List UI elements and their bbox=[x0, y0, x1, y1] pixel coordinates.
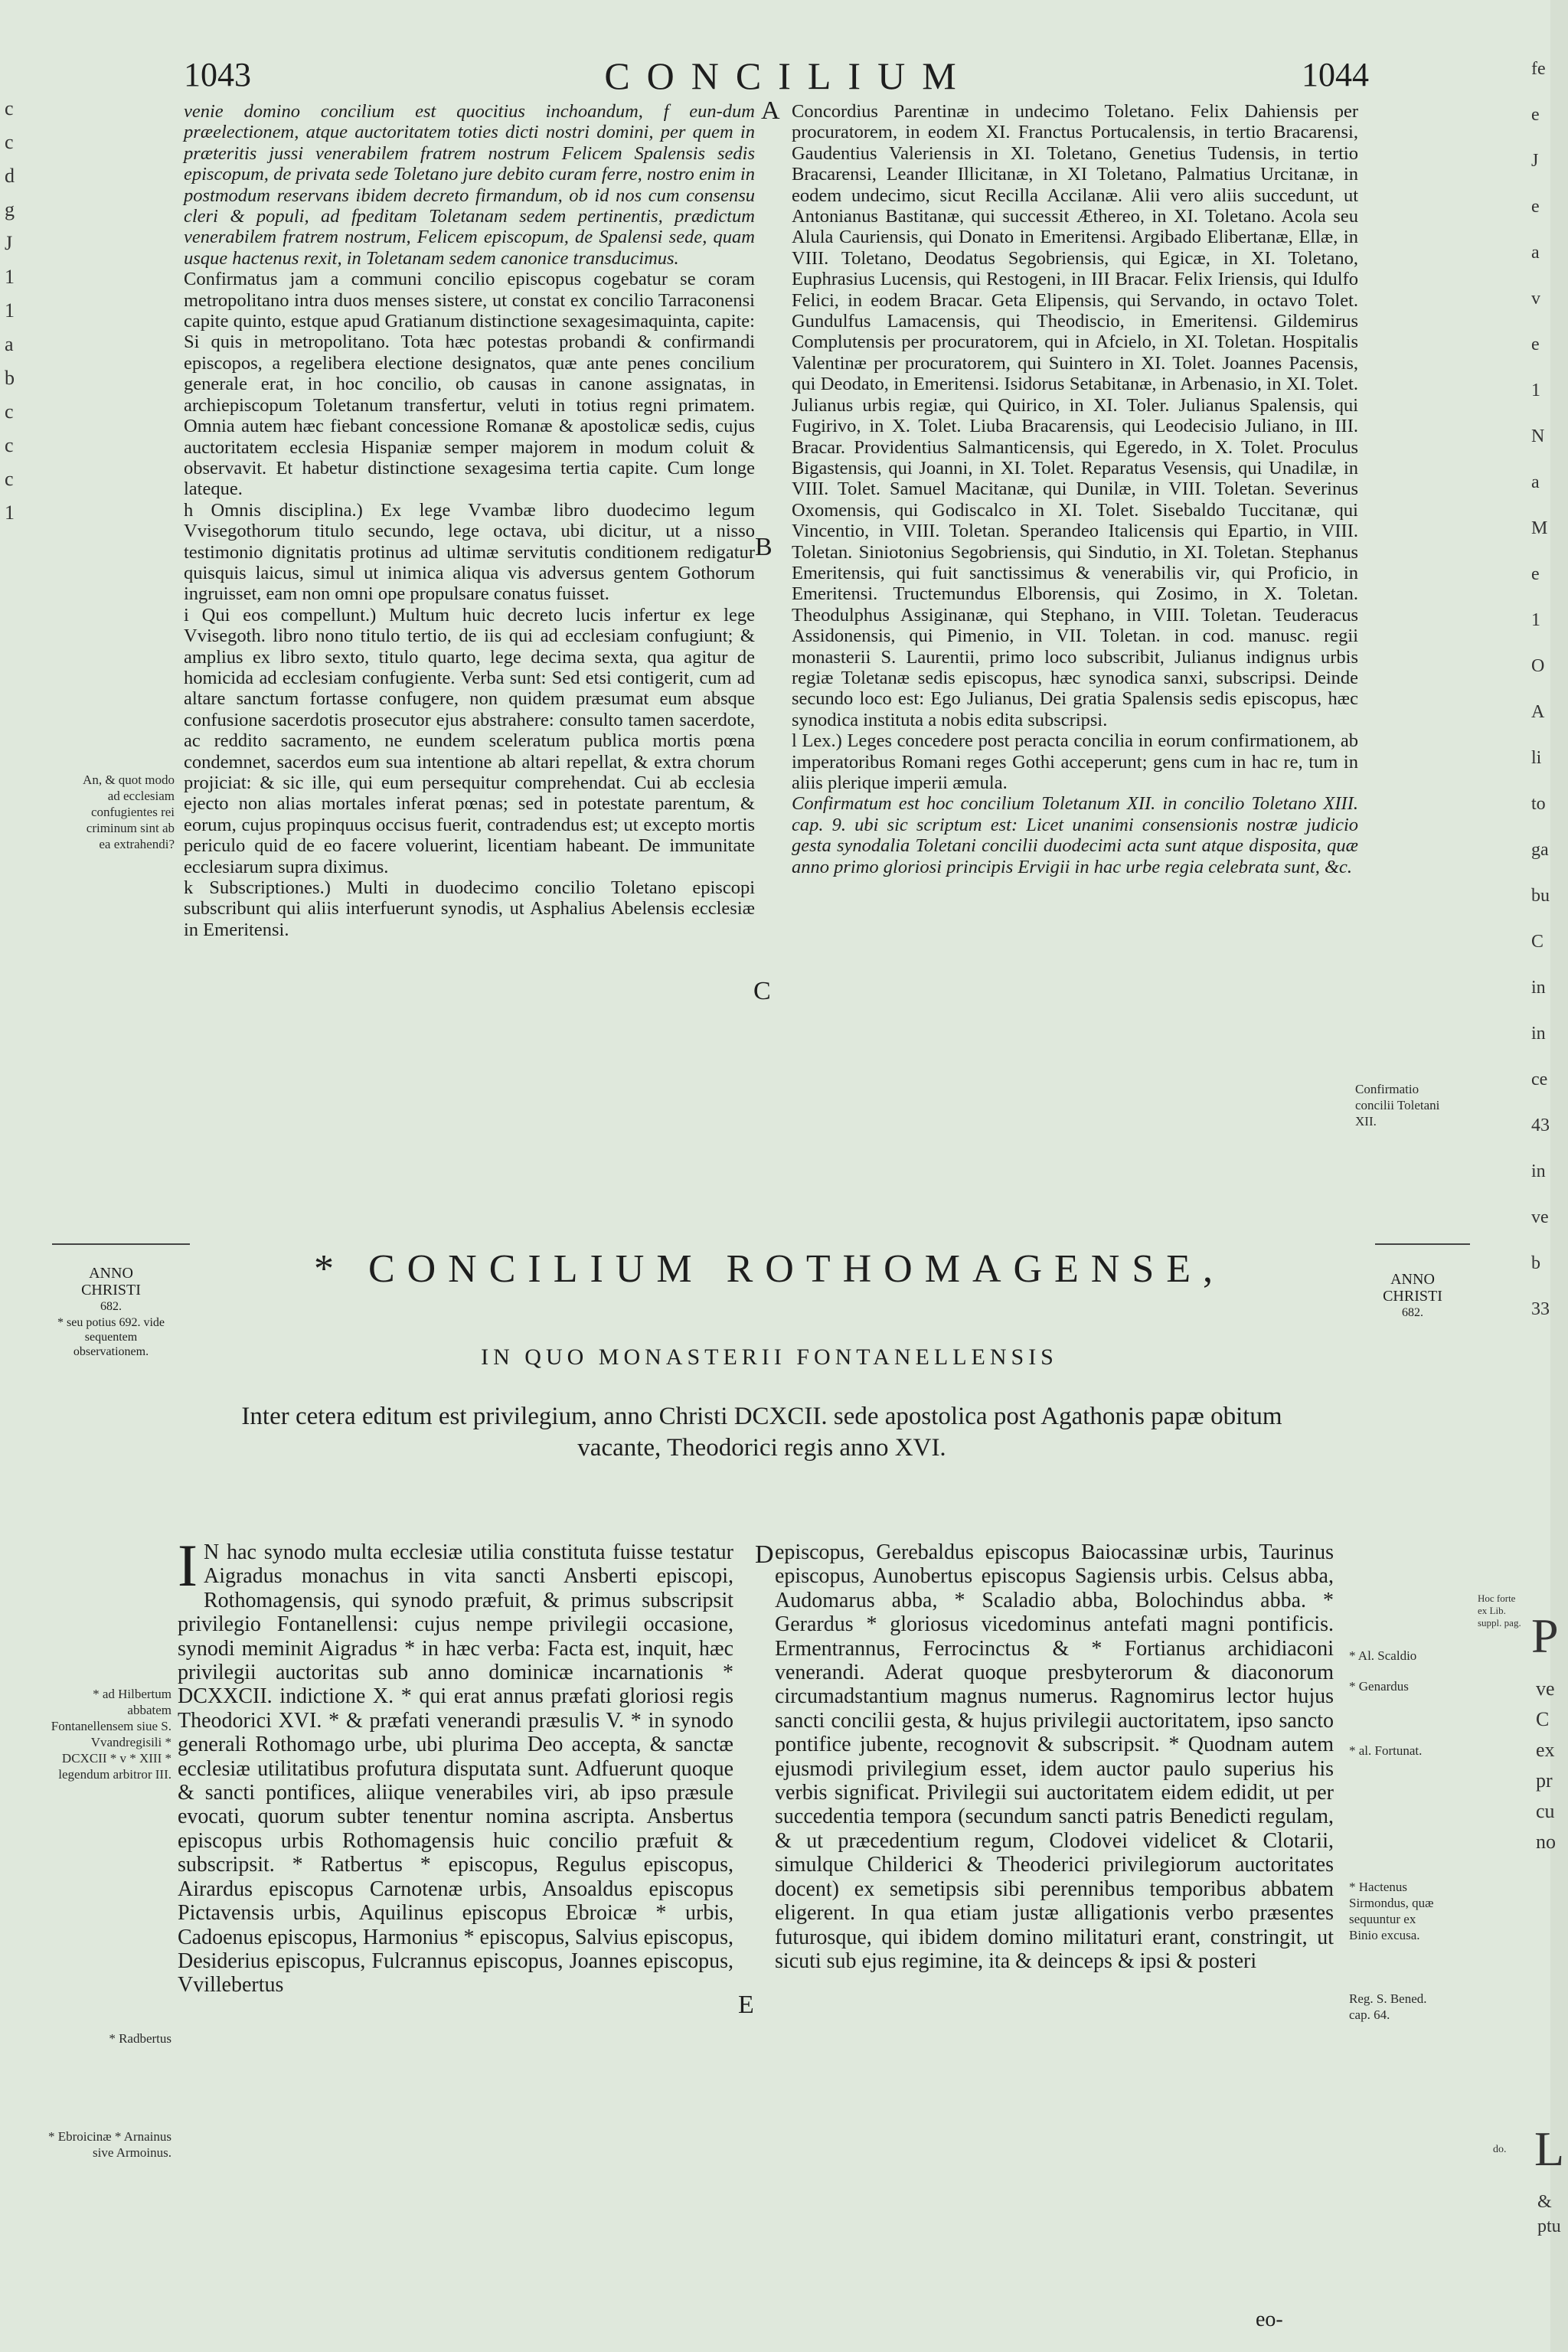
bleed-glyph: e bbox=[1531, 197, 1540, 217]
bleed-glyph: ex bbox=[1536, 1739, 1555, 1761]
bleed-glyph: bu bbox=[1531, 886, 1550, 906]
anno-year: 682. bbox=[100, 1300, 122, 1313]
bleed-glyph: cu bbox=[1536, 1800, 1555, 1822]
bleed-glyph: 1 bbox=[1531, 381, 1540, 400]
bleed-glyph: c bbox=[5, 131, 14, 153]
bleed-glyph: N bbox=[1531, 426, 1545, 446]
margin-note: Reg. S. Bened. cap. 64. bbox=[1349, 1991, 1427, 2022]
section-letter: E bbox=[738, 1991, 754, 2019]
margin-note: * Al. Scaldio bbox=[1349, 1648, 1417, 1663]
bleed-glyph: 1 bbox=[5, 501, 15, 524]
bleed-glyph: e bbox=[1531, 335, 1540, 354]
running-title: CONCILIUM bbox=[604, 54, 973, 97]
body-text: episcopus, Gerebaldus episcopus Baiocassinæ urbis, Taurinus episcopus, Aunobertus episcopus Sagiensis urbis. Celsus abba, Audomarus abba, * Scaladio abba, Bolochindus abba. * Gerardus * gloriosus vicedominus antefati magni pontificis. Ermentrannus, Ferrocinctus & * Fortianus archidiaconi venerandi. Aderat quoque presbyterorum & diaconorum circumadstantium magnus numerus. Ragnomirus lector hujus sancti concilii gesta, & hujus privilegii auctoritatem, ipso sancto pontifice jubente, recognovit & subscripsit. * Quodnam autem ejusmodi privilegium esset, idem auctor paulo superius his verbis significat. Privilegii sui auctoritatem eidem edidit, ut per succedentia tempora (secundum sancti patris Benedicti regulam, & ut præcedentium regum, Clodovei videlicet & Clotarii, simulque Childerici & Theoderici privilegiorum auctoritates docent) ex semetipsis sibi perennibus temporibus abbatem eligerent. In qua etiam justæ alligationis verbo præsentes futurosque, qui ibidem domino militaturi erant, constringit, ut sicuti sub ejus regimine, ita & deinceps & ipsi & posteri bbox=[775, 1540, 1334, 1973]
bleed-glyph: fe bbox=[1531, 59, 1546, 79]
lower-left-column bbox=[178, 1532, 733, 1998]
bleed-glyph: b bbox=[1531, 1253, 1540, 1273]
bleed-glyph: 1 bbox=[5, 266, 15, 288]
margin-note: * Genardus bbox=[1349, 1679, 1409, 1694]
bleed-glyph: J bbox=[5, 232, 13, 254]
paragraph: i Qui eos compellunt.) Multum huic decreto lucis infertur ex lege Vvisegoth. libro nono titulo tertio, de iis qui ad ecclesiam confugiunt; & amplius ex libro sexto, titulo quarto, lege decima sexta, qua agitur de homicida ad ecclesiam confugiente. Verba sunt: Sed etsi contigerit, cum ad altare sanctum fortasse confugere, non quidem præsumat eum absque confusione sacerdotis prosecutor ejus abstrahere: consulto tamen sacerdote, ac reddito sacramento, ne eundem sceleratum publica mortis pœna condemnet, sacerdos eum sua intentione ab altari repellat, & extra chorum projiciat: & sic ille, qui eum persequitur comprehendat. Cui ab ecclesia ejecto non alias mortales inferat pœnas; sed in potestate parentum, & eorum, cujus propinquus occisus fuerit, contradendus est; ut excepto mortis periculo quid de eo facere voluerint, licentiam habeant. De immunitate ecclesiarum supra diximus. bbox=[184, 604, 755, 877]
paragraph: venie domino concilium est quocitius inchoandum, f eun-dum præelectionem, atque auctoritatem toties dicti nostri domini, per quem in præteritis jussi venerabilem fratrem nostrum Felicem Spalensis sedis episcopum, de privata sede Toletano jure debito curam ferre, nostro enim in postmodum reservans ibidem decreto firmandum, ob id nos cum consensu cleri & populi, ad fpeditam Toletanam sedem pertinentis, prædictum venerabilem fratrem nostrum, Felicem episcopum, de Spalensi sede, quam usque hactenus rexit, in Toletanam sedem canonice transducimus. bbox=[184, 101, 755, 269]
anno-christi-right bbox=[1363, 1271, 1462, 1321]
bleed-glyph: e bbox=[1531, 105, 1540, 125]
bleed-glyph: J bbox=[1531, 151, 1539, 171]
bleed-glyph: 43 bbox=[1531, 1116, 1550, 1135]
bleed-through-right-bottom bbox=[1537, 2190, 1568, 2239]
bleed-glyph: in bbox=[1531, 1161, 1546, 1181]
bleed-glyph: a bbox=[1531, 472, 1540, 492]
bleed-through-right-lower bbox=[1536, 1674, 1566, 1857]
paragraph: Confirmatum est hoc concilium Toletanum XII. in concilio Toletano XIII. cap. 9. ubi sic scriptum est: Licet unanimi consensionis nostræ judicio gesta synodalia Toletani concilii duodecimi acta sunt atque disposita, quæ anno primo gloriosi principis Ervigii in hac urbe regia celebrata sunt, &c. bbox=[792, 793, 1358, 877]
council-title: * CONCILIUM ROTHOMAGENSE, bbox=[313, 1247, 1226, 1291]
bleed-glyph: ve bbox=[1531, 1207, 1549, 1227]
bleed-glyph: c bbox=[5, 434, 14, 456]
margin-note: Confirmatio concilii Toletani XII. bbox=[1355, 1082, 1440, 1129]
bleed-glyph: 1 bbox=[1531, 610, 1540, 630]
anno-christi-left bbox=[54, 1265, 168, 1359]
bleed-glyph: C bbox=[1531, 932, 1544, 952]
bleed-glyph: v bbox=[1531, 289, 1540, 309]
upper-left-column bbox=[184, 101, 755, 940]
anno-year: 682. bbox=[1402, 1306, 1423, 1319]
bleed-glyph: ga bbox=[1531, 840, 1549, 860]
lower-right-column bbox=[775, 1540, 1334, 1973]
bleed-glyph: b bbox=[5, 367, 15, 389]
margin-note: * Radbertus bbox=[109, 2031, 172, 2046]
bleed-glyph: li bbox=[1531, 748, 1542, 768]
page-number-right: 1044 bbox=[1302, 56, 1369, 93]
margin-note: * ad Hilbertum abbatem Fontanellensem siue S. Vvandregisili * DCXCII * v * XIII * legendum arbitror III. bbox=[51, 1687, 172, 1782]
bleed-big-letter: P bbox=[1531, 1609, 1559, 1663]
margin-note: * Ebroicinæ * Arnainus sive Armoinus. bbox=[47, 2129, 172, 2160]
bleed-glyph: g bbox=[5, 198, 15, 220]
bleed-glyph: 1 bbox=[5, 299, 15, 322]
section-letter: C bbox=[753, 977, 771, 1005]
bleed-through-left bbox=[5, 92, 20, 530]
paragraph: l Lex.) Leges concedere post peracta concilia in eorum confirmationem, ab imperatoribus Romani reges Gothi acceperunt; gens cum in hac re, tum in aliis plerique imperii æmula. bbox=[792, 730, 1358, 793]
christi-label: CHRISTI bbox=[81, 1282, 141, 1298]
bleed-glyph: c bbox=[5, 400, 14, 423]
bleed-glyph: e bbox=[1531, 564, 1540, 584]
bleed-small: do. bbox=[1493, 2144, 1507, 2155]
bleed-glyph: no bbox=[1536, 1831, 1556, 1853]
bleed-glyph: ce bbox=[1531, 1070, 1548, 1089]
council-subtitle: IN QUO MONASTERII FONTANELLENSIS bbox=[481, 1344, 1058, 1370]
bleed-glyph: in bbox=[1531, 978, 1546, 998]
section-letter: B bbox=[755, 533, 773, 561]
bleed-glyph: c bbox=[5, 468, 14, 490]
catchword: eo- bbox=[1256, 2308, 1283, 2331]
anno-note: * seu potius 692. vide sequentem observationem. bbox=[57, 1316, 165, 1358]
bleed-glyph: c bbox=[5, 97, 14, 119]
bleed-big-letter: L bbox=[1534, 2122, 1565, 2176]
bleed-note: Hoc forte ex Lib. suppl. pag. bbox=[1478, 1592, 1521, 1628]
christi-label: CHRISTI bbox=[1383, 1288, 1442, 1305]
bleed-glyph: d bbox=[5, 165, 15, 187]
paragraph: Confirmatus jam a communi concilio episcopus cogebatur se coram metropolitano intra duos menses sistere, ut constat ex concilio Tarraconensi capite quinto, estque apud Gratianum distinctione sexagesimaquinta, capite: Si quis in metropolitano. Tota hæc potestas probandi & confirmandi episcopos, a regelibera electione designatos, quæ ante penes concilium generale erat, in hoc concilio, ob causas in canone assignatas, in archiepiscopum Toletanum transfertur, veluti in totius regni primatem. Omnia autem hæc fiebant concessione Romanæ & apostolicæ sedis, cujus auctoritatem ecclesia Hispaniæ semper majorem in modum coluit & observavit. Et habetur distinctione sexagesima tertia capite. Cum longe lateque. bbox=[184, 269, 755, 500]
paragraph: k Subscriptiones.) Multi in duodecimo concilio Toletano episcopi subscribunt qui aliis interfuerunt synodis, ut Asphalius Abelensis ecclesiæ in Emeritensi. bbox=[184, 877, 755, 940]
bleed-glyph: in bbox=[1531, 1024, 1546, 1044]
bleed-glyph: O bbox=[1531, 656, 1545, 676]
bleed-glyph: M bbox=[1531, 518, 1548, 538]
bleed-glyph: & bbox=[1537, 2192, 1552, 2212]
section-letter: D bbox=[755, 1540, 774, 1569]
drop-cap: I bbox=[178, 1532, 198, 1599]
bleed-through-right bbox=[1531, 46, 1562, 1332]
body-text: N hac synodo multa ecclesiæ utilia constituta fuisse testatur Aigradus monachus in vita sancti Ansberti episcopi, Rothomagensis, qui synodo præfuit, & primus subscripsit privilegio Fontanellensi: cujus nempe privilegii occasione, synodi meminit Aigradus * in hæc verba: Facta est, inquit, hæc privilegii auctoritas sub anno dominicæ incarnationis * DCXXCII. indictione X. * qui erat annus præfati gloriosi regis Theodorici XVI. * & præfati venerandi præsulis V. * in synodo generali Rothomago urbe, ubi plurima Deo accepta, & sanctæ ecclesiæ utilitatibus profutura disputata sunt. Adfuerunt quoque & sancti pontifices, aliique venerabiles viri, ab ipso præsule evocati, quorum subter tenentur nomina ascripta. Ansbertus episcopus urbis Rothomagensis huic concilio præfuit & subscripsit. * Ratbertus * episcopus, Regulus episcopus, Airardus episcopus Carnotenæ urbis, Ansoaldus episcopus Pictavensis urbis, Aquilinus episcopus Ebroicæ * urbis, Cadoenus episcopus, Harmonius * episcopus, Salvius episcopus, Desiderius episcopus, Fulcrannus episcopus, Joannes episcopus, Vvillebertus bbox=[178, 1540, 733, 1998]
council-description: Inter cetera editum est privilegium, anno Christi DCXCII. sede apostolica post Agathonis papæ obitum vacante, Theodorici regis anno XVI. bbox=[241, 1403, 1282, 1462]
anno-label: ANNO bbox=[1390, 1271, 1435, 1288]
paragraph: h Omnis disciplina.) Ex lege Vvambæ libro duodecimo legum Vvisegothorum titulo secundo, lege octava, ubi dicitur, ut a nisso testimonio dignitatis protinus ad ultimæ servitutis conditionem redigatur quisquis laicus, simul ut inimica aliqua vis adversus gentem Gothorum ingruisset, eam non omni ope propulsare conatus fuisset. bbox=[184, 499, 755, 605]
bleed-glyph: a bbox=[5, 333, 14, 355]
upper-right-column bbox=[792, 101, 1358, 877]
margin-note: * al. Fortunat. bbox=[1349, 1743, 1423, 1758]
bleed-glyph: ve bbox=[1536, 1677, 1555, 1700]
rule bbox=[52, 1243, 190, 1245]
bleed-glyph: a bbox=[1531, 243, 1540, 263]
bleed-glyph: ptu bbox=[1537, 2216, 1561, 2236]
margin-note: * Hactenus Sirmondus, quæ sequuntur ex Binio excusa. bbox=[1349, 1880, 1434, 1942]
bleed-glyph: 33 bbox=[1531, 1299, 1550, 1319]
bleed-glyph: C bbox=[1536, 1708, 1550, 1730]
anno-label: ANNO bbox=[89, 1265, 133, 1282]
page-number-left: 1043 bbox=[184, 56, 251, 93]
margin-note: An, & quot modo ad ecclesiam confugientes rei criminum sint ab ea extrahendi? bbox=[83, 773, 175, 851]
paragraph: Concordius Parentinæ in undecimo Toletano. Felix Dahiensis per procuratorem, in eodem XI. Franctus Portucalensis, in tertio Bracarensi, Gaudentius Valeriensis in XI. Toletano, Genetius Tudensis, in tertio Bracarensi, Leander Illicitanæ, in XI Toletano, Palmatius Urcitanæ, in eodem undecimo, sicut Recilla Accilanæ. Alii vero aliis succedunt, ut Antonianus Bastitanæ, qui successit Æthereo, in XI. Toletano. Acola seu Alula Cauriensis, qui Donato in Emeritensi. Argibado Elibertanæ, Ellæ, in VIII. Toletano, Deodatus Segobriensis, qui Egicæ, in XI. Toletano, Euphrasius Lucensis, qui Restogeni, in III Bracar. Felix Iriensis, qui Idulfo Felici, in eodem Bracar. Geta Elipensis, qui Servando, in octavo Tolet. Gundulfus Lamacensis, qui Theodiscio, in Emeritensi. Gildemirus Complutensis per procuratorem, qui in Afcielo, in XI. Toletan. Hospitalis Valentinæ per procuratorem, qui Suintero in XI. Tolet. Joannes Pacensis, qui Deodato, in Emeritensi. Isidorus Setabitanæ, in Arbenasio, in XI. Tolet. Julianus urbis regiæ, qui Quirico, in XI. Toler. Julianus Spalensis, qui Fugirivo, in X. Tolet. Liuba Bracarensis, qui Leodecisio Juliano, in III. Bracar. Providentius Salmanticensis, qui Egeredo, in X. Tolet. Proculus Bigastensis, qui Joanni, in XI. Tolet. Reparatus Vesensis, qui Unadilæ, in VIII. Tolet. Samuel Macitanæ, qui Dunilæ, in VIII. Toletan. Severinus Oxomensis, qui Godiscalco in XI. Tolet. Sisebaldo Tuccitanæ, qui Vincentio, in VIII. Toletan. Sperandeo Italicensis qui Epartio, in VIII. Toletan. Siniotonius Segobriensis, qui Sindutio, in XI. Toletan. Stephanus Emeritensis, qui fuit sanctissimus & venerabilis vir, qui Proficio, in Emeritensi. Tructemundus Elborensis, qui Zosimo, in X. Toletan. Theodulphus Assiginanæ, qui Stephano, in VIII. Toletan. Teuderacus Assidonensis, qui Pimenio, in VII. Toletan. in cod. manusc. regii monasterii S. Laurentii, primo loco subscribit, Julianus indignus urbis regiæ Toletanæ sedis episcopus, hæc synodica sanxi, subscripsi. Deinde secundo loco est: Ego Julianus, Dei gratia Spalensis sedis episcopus, hæc synodica instituta a nobis edita subscripsi. bbox=[792, 101, 1358, 730]
bleed-glyph: to bbox=[1531, 794, 1546, 814]
rule bbox=[1375, 1243, 1470, 1245]
bleed-glyph: A bbox=[1531, 702, 1545, 722]
bleed-glyph: pr bbox=[1536, 1769, 1553, 1792]
section-letter: A bbox=[761, 96, 780, 125]
